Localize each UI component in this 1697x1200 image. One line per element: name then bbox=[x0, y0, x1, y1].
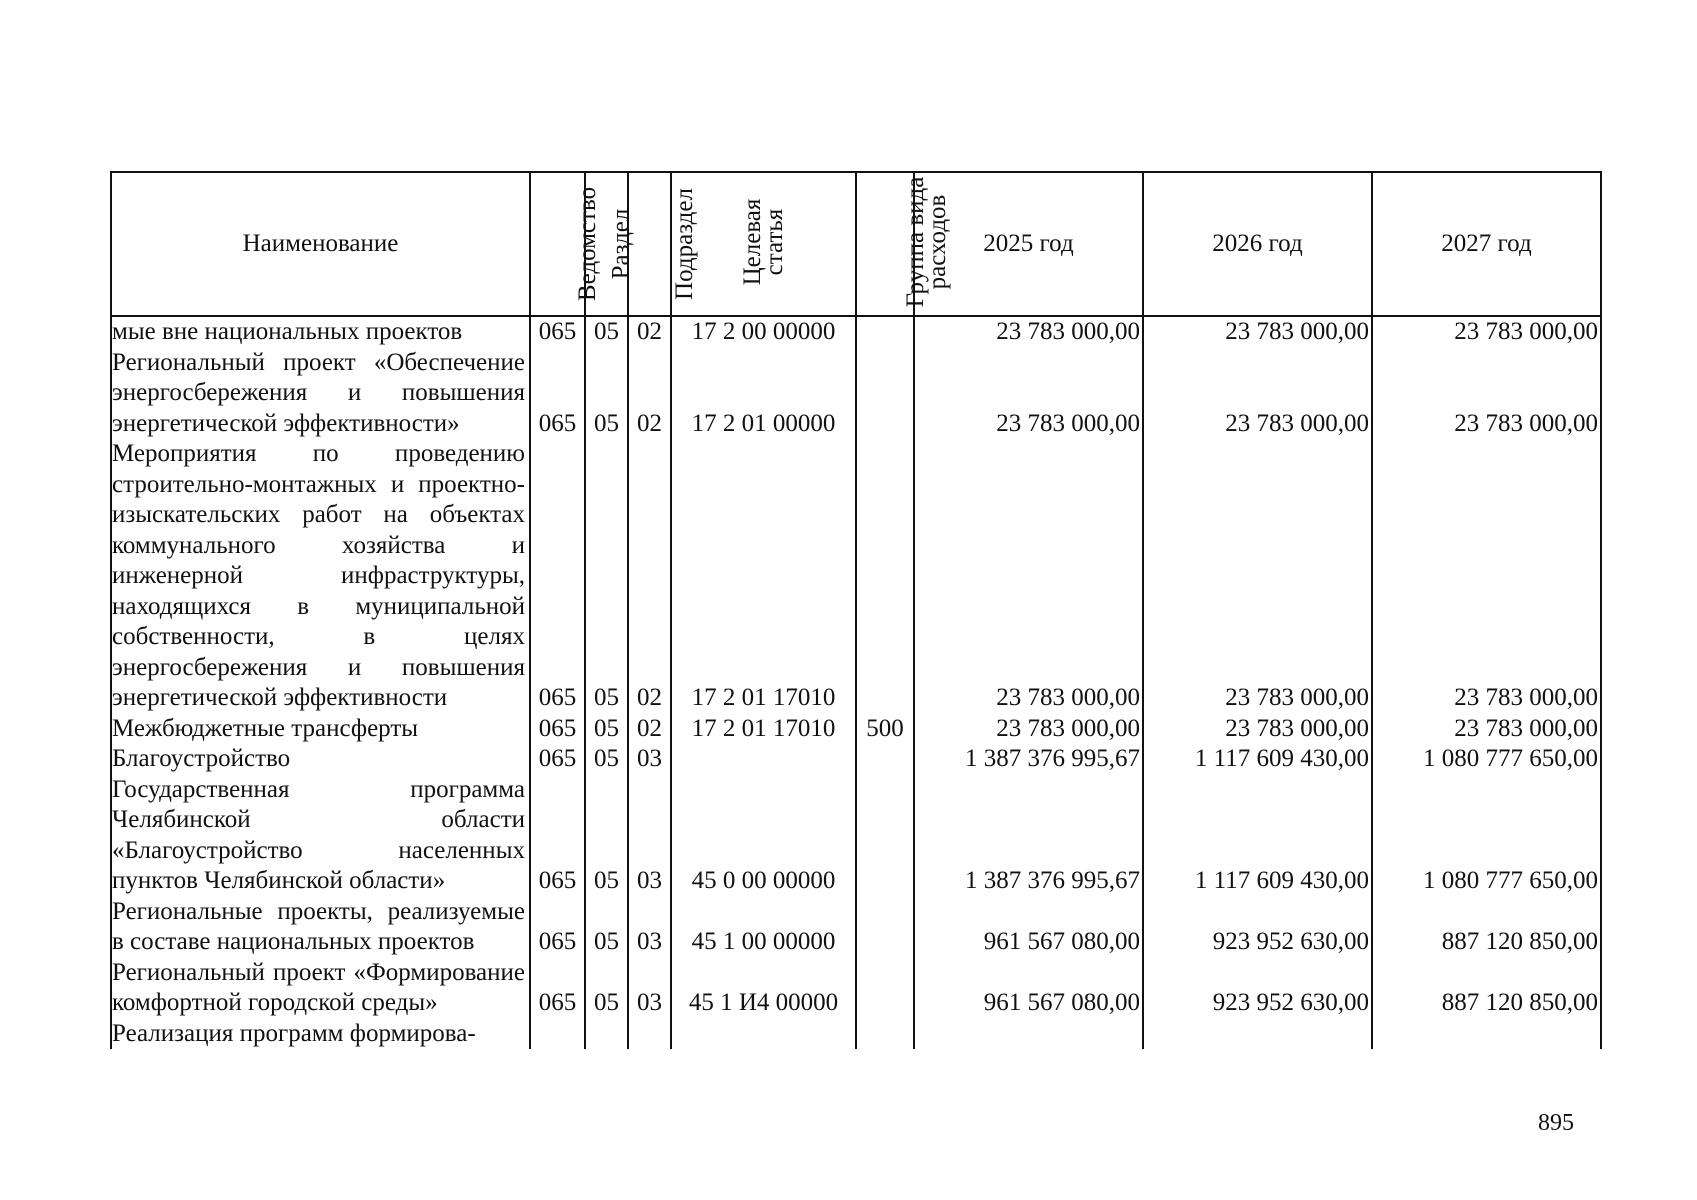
row-2027: 23 783 000,00 bbox=[1372, 348, 1601, 440]
header-group bbox=[856, 172, 951, 316]
header-2026: 2026 год bbox=[1143, 172, 1372, 316]
row-2027: 887 120 850,00 bbox=[1372, 897, 1601, 958]
row-podrazdel bbox=[628, 1019, 671, 1050]
row-razdel: 05 bbox=[585, 439, 628, 714]
page-number: 895 bbox=[1538, 1110, 1574, 1136]
header-target bbox=[671, 172, 856, 316]
row-podrazdel: 03 bbox=[628, 897, 671, 958]
row-podrazdel: 02 bbox=[628, 714, 671, 745]
row-podrazdel: 03 bbox=[628, 958, 671, 1019]
table-row bbox=[111, 1019, 1601, 1050]
row-2025: 1 387 376 995,67 bbox=[914, 775, 1143, 897]
row-group bbox=[856, 897, 914, 958]
row-razdel: 05 bbox=[585, 744, 628, 775]
header-2027: 2027 год bbox=[1372, 172, 1601, 316]
row-target: 17 2 01 00000 bbox=[671, 348, 856, 440]
row-group bbox=[856, 744, 914, 775]
row-name: мые вне национальных проектов bbox=[111, 316, 530, 348]
row-group bbox=[856, 958, 914, 1019]
row-name: Региональный проект «Обеспечение энергосбережения и повышения энергетической эффективности» bbox=[111, 348, 530, 440]
table-row bbox=[111, 348, 1601, 440]
row-2026: 1 117 609 430,00 bbox=[1143, 744, 1372, 775]
row-podrazdel: 02 bbox=[628, 316, 671, 348]
row-2026: 23 783 000,00 bbox=[1143, 439, 1372, 714]
table-row bbox=[111, 316, 1601, 348]
row-2027: 887 120 850,00 bbox=[1372, 958, 1601, 1019]
row-2025: 23 783 000,00 bbox=[914, 439, 1143, 714]
header-2025: 2025 год bbox=[914, 172, 1143, 316]
row-podrazdel: 02 bbox=[628, 348, 671, 440]
row-razdel: 05 bbox=[585, 897, 628, 958]
row-2026: 23 783 000,00 bbox=[1143, 316, 1372, 348]
row-target: 17 2 01 17010 bbox=[671, 714, 856, 745]
row-group: 500 bbox=[856, 714, 914, 745]
row-2025: 23 783 000,00 bbox=[914, 316, 1143, 348]
row-2027: 1 080 777 650,00 bbox=[1372, 744, 1601, 775]
row-razdel: 05 bbox=[585, 348, 628, 440]
row-2026: 923 952 630,00 bbox=[1143, 897, 1372, 958]
row-2026 bbox=[1143, 1019, 1372, 1050]
row-vedomstvo bbox=[530, 1019, 585, 1050]
header-razdel-label: Раздел bbox=[607, 208, 635, 280]
row-target: 17 2 00 00000 bbox=[671, 316, 856, 348]
table-row bbox=[111, 897, 1601, 958]
row-podrazdel: 02 bbox=[628, 439, 671, 714]
row-2027: 23 783 000,00 bbox=[1372, 316, 1601, 348]
row-podrazdel: 03 bbox=[628, 775, 671, 897]
header-target-label: Целевая статья bbox=[738, 198, 788, 286]
row-vedomstvo: 065 bbox=[530, 958, 585, 1019]
row-2025: 961 567 080,00 bbox=[914, 897, 1143, 958]
row-vedomstvo: 065 bbox=[530, 775, 585, 897]
header-vedomstvo bbox=[530, 172, 602, 316]
row-name: Благоустройство bbox=[111, 744, 530, 775]
row-name: Реализация программ формирова- bbox=[111, 1019, 530, 1050]
row-group bbox=[856, 439, 914, 714]
row-2026: 23 783 000,00 bbox=[1143, 348, 1372, 440]
table-row bbox=[111, 744, 1601, 775]
row-name: Межбюджетные трансферты bbox=[111, 714, 530, 745]
row-2025: 1 387 376 995,67 bbox=[914, 744, 1143, 775]
budget-table bbox=[110, 171, 1602, 1049]
row-razdel bbox=[585, 1019, 628, 1050]
row-group bbox=[856, 775, 914, 897]
row-2027: 1 080 777 650,00 bbox=[1372, 775, 1601, 897]
row-group bbox=[856, 348, 914, 440]
row-2025: 23 783 000,00 bbox=[914, 714, 1143, 745]
table-row bbox=[111, 775, 1601, 897]
row-podrazdel: 03 bbox=[628, 744, 671, 775]
row-name: Региональный проект «Формирование комфортной городской среды» bbox=[111, 958, 530, 1019]
row-name: Государственная программа Челябинской области «Благоустройство населенных пунктов Челябинской области» bbox=[111, 775, 530, 897]
row-vedomstvo: 065 bbox=[530, 348, 585, 440]
row-vedomstvo: 065 bbox=[530, 714, 585, 745]
row-2026: 923 952 630,00 bbox=[1143, 958, 1372, 1019]
row-group bbox=[856, 316, 914, 348]
row-target: 45 1 00 00000 bbox=[671, 897, 856, 958]
row-vedomstvo: 065 bbox=[530, 316, 585, 348]
row-target: 17 2 01 17010 bbox=[671, 439, 856, 714]
row-group bbox=[856, 1019, 914, 1050]
row-target: 45 0 00 00000 bbox=[671, 775, 856, 897]
header-name: Наименование bbox=[111, 172, 530, 316]
row-name: Мероприятия по проведению строительно-монтажных и проектно-изыскательских работ на объектах коммунального хозяйства и инженерной инфраструктуры, находящихся в муниципальной собственности, в целях энергосбережения и повышения энергетической эффективности bbox=[111, 439, 530, 714]
row-2025: 961 567 080,00 bbox=[914, 958, 1143, 1019]
row-2026: 1 117 609 430,00 bbox=[1143, 775, 1372, 897]
row-target bbox=[671, 1019, 856, 1050]
row-razdel: 05 bbox=[585, 775, 628, 897]
row-2025 bbox=[914, 1019, 1143, 1050]
row-2025: 23 783 000,00 bbox=[914, 348, 1143, 440]
header-podrazdel-label: Подраздел bbox=[670, 187, 698, 300]
row-target bbox=[671, 744, 856, 775]
table-row bbox=[111, 714, 1601, 745]
header-podrazdel bbox=[628, 172, 698, 316]
row-2027: 23 783 000,00 bbox=[1372, 439, 1601, 714]
row-razdel: 05 bbox=[585, 316, 628, 348]
table-row bbox=[111, 958, 1601, 1019]
row-razdel: 05 bbox=[585, 714, 628, 745]
row-razdel: 05 bbox=[585, 958, 628, 1019]
table-row bbox=[111, 439, 1601, 714]
table-header-row bbox=[111, 172, 1601, 316]
row-2027: 23 783 000,00 bbox=[1372, 714, 1601, 745]
row-vedomstvo: 065 bbox=[530, 439, 585, 714]
row-name: Региональные проекты, реализуемые в составе национальных проектов bbox=[111, 897, 530, 958]
row-2026: 23 783 000,00 bbox=[1143, 714, 1372, 745]
row-vedomstvo: 065 bbox=[530, 744, 585, 775]
row-2027 bbox=[1372, 1019, 1601, 1050]
row-target: 45 1 И4 00000 bbox=[671, 958, 856, 1019]
row-vedomstvo: 065 bbox=[530, 897, 585, 958]
header-group-label: Группа вида расходов bbox=[902, 176, 951, 308]
header-vedomstvo-label: Ведомство bbox=[574, 186, 602, 301]
